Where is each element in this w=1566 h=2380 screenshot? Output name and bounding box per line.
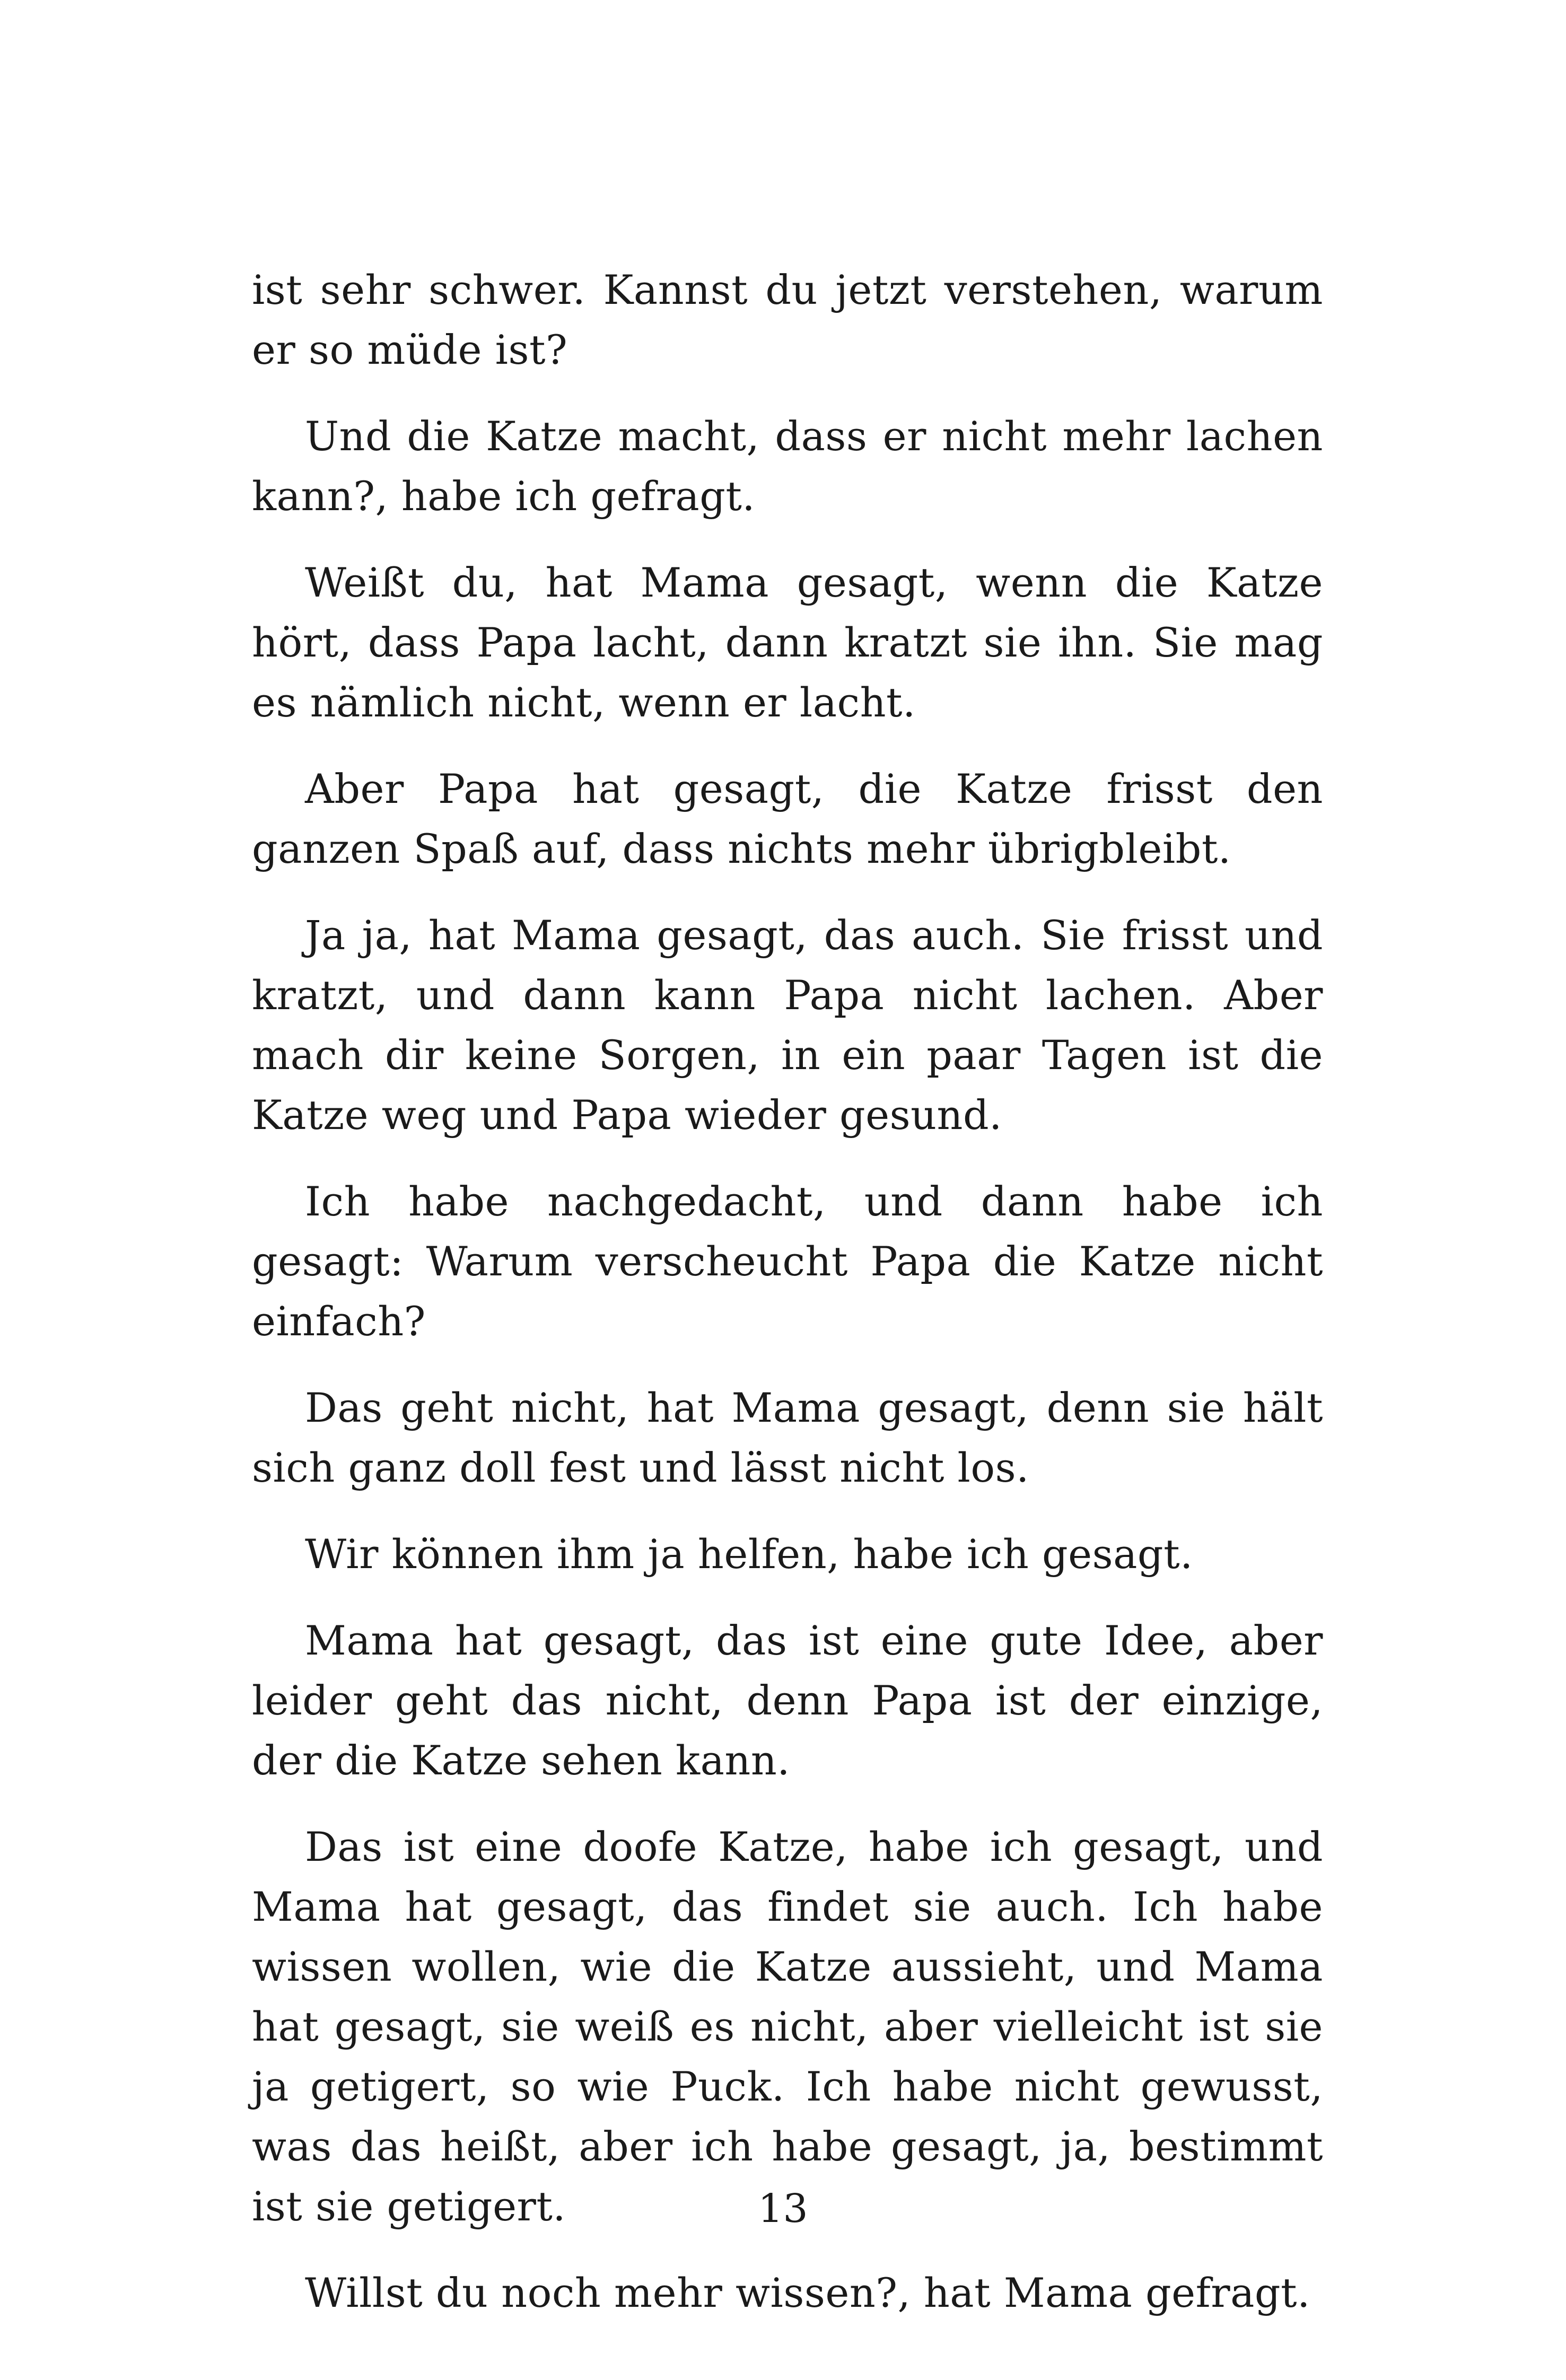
paragraph: Das ist eine doofe Katze, habe ich gesagt, und Mama hat gesagt, das findet sie auch. Ich habe wissen wollen, wie die Katze aussieht, und Mama hat gesagt, sie weiß es nicht, aber vielleicht ist sie ja getigert, so wie Puck. Ich habe nicht gewusst, was das heißt, aber ich habe gesagt, ja, bestimmt ist sie getigert.	[252, 1823, 1323, 2230]
paragraph: Ja ja, hat Mama gesagt, das auch. Sie frisst und kratzt, und dann kann Papa nicht lachen. Aber mach dir keine Sorgen, in ein paar Tagen ist die Katze weg und Papa wieder gesund.	[252, 912, 1323, 1139]
page-number: 13	[758, 2186, 808, 2232]
paragraph: Mama hat gesagt, das ist eine gute Idee, aber leider geht das nicht, denn Papa ist der einzige, der die Katze sehen kann.	[252, 1617, 1323, 1784]
paragraph: Aber Papa hat gesagt, die Katze frisst den ganzen Spaß auf, dass nichts mehr übrigbleibt.	[252, 765, 1323, 872]
paragraph: Willst du noch mehr wissen?, hat Mama gefragt.	[305, 2269, 1310, 2316]
paragraph: Weißt du, hat Mama gesagt, wenn die Katze hört, dass Papa lacht, dann kratzt sie ihn. Sie mag es nämlich nicht, wenn er lacht.	[252, 559, 1323, 726]
body-text	[252, 260, 1323, 2349]
paragraph: Und die Katze macht, dass er nicht mehr lachen kann?, habe ich gefragt.	[252, 413, 1323, 520]
paragraph: ist sehr schwer. Kannst du jetzt verstehen, warum er so müde ist?	[252, 266, 1323, 373]
paragraph: Wir können ihm ja helfen, habe ich gesagt.	[305, 1530, 1193, 1578]
paragraph: Ich habe nachgedacht, und dann habe ich gesagt: Warum verscheucht Papa die Katze nicht einfach?	[252, 1178, 1323, 1345]
paragraph: Das geht nicht, hat Mama gesagt, denn sie hält sich ganz doll fest und lässt nicht los.	[252, 1384, 1323, 1491]
